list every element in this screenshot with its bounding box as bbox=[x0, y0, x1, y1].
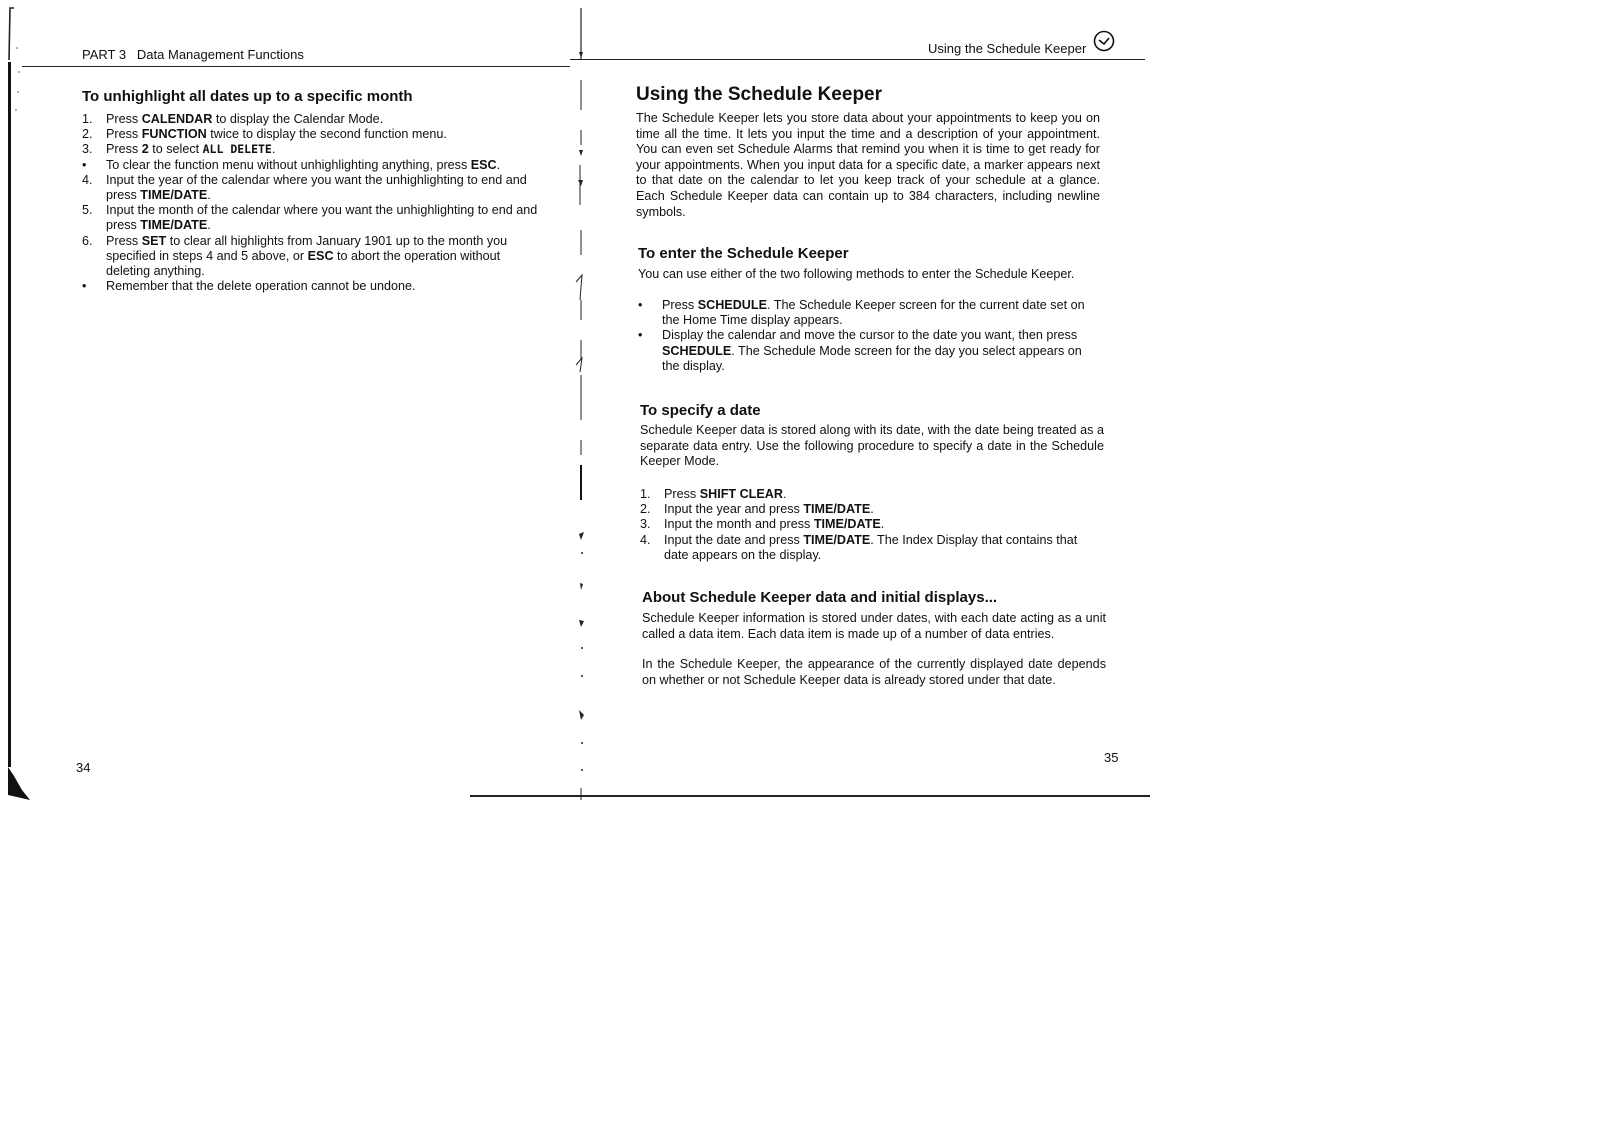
list-text: . The Index Display that contains that date appears on the display. bbox=[664, 532, 1078, 562]
list-text: Press bbox=[106, 233, 142, 248]
list-text: . bbox=[271, 142, 276, 157]
list-text: . bbox=[870, 502, 874, 517]
list-marker: • bbox=[82, 279, 87, 294]
step-item bbox=[82, 234, 546, 280]
list-marker: 4. bbox=[82, 172, 93, 187]
list-text: Display the calendar and move the cursor to the date you want, then press bbox=[662, 328, 1078, 343]
list-text: to select bbox=[148, 142, 203, 157]
about-heading: About Schedule Keeper data and initial displays... bbox=[642, 589, 998, 606]
list-marker: 6. bbox=[82, 233, 93, 248]
step-item bbox=[640, 517, 1104, 532]
right-header-rule bbox=[570, 59, 1145, 60]
list-text: Press bbox=[662, 298, 698, 312]
left-section-heading: To unhighlight all dates up to a specific month bbox=[82, 88, 413, 105]
main-heading: Using the Schedule Keeper bbox=[636, 84, 883, 105]
page-number-right: 35 bbox=[1104, 750, 1119, 765]
key-name: SET bbox=[141, 233, 167, 248]
enter-intro: You can use either of the two following methods to enter the Schedule Keeper. bbox=[638, 267, 1075, 281]
step-item bbox=[82, 279, 546, 294]
scan-left-edge bbox=[0, 0, 40, 820]
specify-intro: Schedule Keeper data is stored along with its date, with the date being treated as a separate data entry. Use the following procedure to specify a date in the Schedule Keeper Mode. bbox=[640, 423, 1104, 469]
key-name: ESC bbox=[470, 157, 497, 172]
list-text: Remember that the delete operation cannot be undone. bbox=[106, 279, 416, 294]
list-text: . bbox=[782, 487, 787, 501]
enter-methods-list bbox=[638, 298, 1102, 374]
step-item bbox=[640, 502, 1104, 517]
key-name: TIME/DATE bbox=[140, 188, 208, 203]
list-text: . bbox=[496, 157, 501, 172]
list-marker: 3. bbox=[82, 142, 93, 157]
list-marker: • bbox=[638, 298, 643, 312]
list-text: Input the date and press bbox=[664, 532, 804, 547]
list-text: . The Schedule Keeper screen for the current date set on the Home Time display appears. bbox=[662, 298, 1085, 328]
list-text: Input the month of the calendar where you want the unhighlighting to end and press bbox=[106, 203, 538, 233]
key-name: FUNCTION bbox=[141, 127, 207, 142]
list-marker: • bbox=[638, 328, 643, 343]
list-text: to abort the operation without deleting anything. bbox=[106, 248, 501, 279]
right-running-header: Using the Schedule Keeper bbox=[928, 41, 1087, 56]
list-marker: 1. bbox=[82, 112, 93, 126]
key-name: TIME/DATE bbox=[813, 517, 881, 532]
key-name: TIME/DATE bbox=[140, 218, 208, 233]
about-paragraph-1: Schedule Keeper information is stored under dates, with each date acting as a unit called a data item. Each data item is made up of a number of data entries. bbox=[642, 611, 1106, 641]
key-name: CALENDAR bbox=[141, 112, 213, 126]
list-marker: 3. bbox=[640, 517, 651, 532]
key-name: SHIFT CLEAR bbox=[699, 487, 783, 501]
list-marker: 4. bbox=[640, 532, 651, 547]
page-number-left: 34 bbox=[76, 760, 91, 775]
step-item bbox=[640, 487, 1104, 502]
list-text: . bbox=[880, 517, 885, 532]
list-text: . The Schedule Mode screen for the day you select appears on the display. bbox=[662, 343, 1082, 373]
list-text: to display the Calendar Mode. bbox=[212, 112, 384, 126]
list-marker: 1. bbox=[640, 487, 651, 501]
key-name: TIME/DATE bbox=[803, 532, 871, 547]
specify-heading: To specify a date bbox=[640, 402, 761, 419]
key-name: ALL DELETE bbox=[202, 142, 272, 157]
step-item bbox=[82, 158, 546, 173]
step-item bbox=[82, 203, 546, 233]
key-name: SCHEDULE bbox=[697, 298, 767, 312]
step-item bbox=[640, 533, 1104, 563]
step-item bbox=[82, 127, 546, 142]
specify-steps-list bbox=[640, 487, 1104, 563]
key-name: ESC bbox=[307, 248, 334, 263]
list-text: To clear the function menu without unhighlighting anything, press bbox=[106, 157, 471, 172]
list-text: Input the year and press bbox=[664, 502, 804, 517]
method-item bbox=[638, 298, 1102, 328]
key-name: SCHEDULE bbox=[662, 343, 732, 358]
section-label: Data Management Functions bbox=[136, 47, 304, 62]
clock-icon bbox=[1093, 30, 1117, 54]
list-marker: 5. bbox=[82, 203, 93, 218]
list-text: Input the month and press bbox=[664, 517, 814, 532]
intro-paragraph: The Schedule Keeper lets you store data about your appointments to keep you on time all the time. It lets you input the time and a description of your appointment. You can even set Schedule Alarms that remind you when it is time to get ready for your appointments. When you input data for a specific date, a marker appears next to that date on the calendar to let you keep track of your schedule at a glance. Each Schedule Keeper data can contain up to 384 characters, including newline symbols. bbox=[636, 111, 1100, 219]
list-text: Press bbox=[106, 127, 142, 142]
left-steps-list bbox=[82, 112, 546, 294]
list-text: Press bbox=[664, 487, 700, 501]
list-text: Input the year of the calendar where you want the unhighlighting to end and press bbox=[106, 172, 527, 203]
list-text: . bbox=[207, 218, 211, 233]
list-text: twice to display the second function menu. bbox=[206, 127, 447, 142]
key-name: TIME/DATE bbox=[803, 502, 871, 517]
left-header-rule bbox=[22, 66, 570, 67]
method-item bbox=[638, 328, 1102, 374]
step-item bbox=[82, 142, 546, 157]
list-text: to clear all highlights from January 1901 up to the month you specified in steps 4 and 5 above, or bbox=[106, 233, 508, 263]
key-name: 2 bbox=[141, 142, 149, 157]
list-text: Press bbox=[106, 112, 142, 126]
step-item bbox=[82, 112, 546, 127]
step-item bbox=[82, 173, 546, 203]
about-paragraph-2: In the Schedule Keeper, the appearance of the currently displayed date depends on whether or not Schedule Keeper data is already stored under that date. bbox=[642, 657, 1106, 687]
list-text: . bbox=[207, 188, 211, 203]
enter-heading: To enter the Schedule Keeper bbox=[638, 245, 849, 262]
bottom-page-edge bbox=[470, 795, 1150, 797]
page-binding-gutter bbox=[552, 0, 588, 810]
list-text: Press bbox=[106, 142, 142, 157]
list-marker: • bbox=[82, 157, 87, 172]
list-marker: 2. bbox=[640, 502, 651, 517]
part-label: PART 3 bbox=[82, 47, 127, 62]
list-marker: 2. bbox=[82, 127, 93, 142]
left-running-header bbox=[82, 47, 304, 62]
